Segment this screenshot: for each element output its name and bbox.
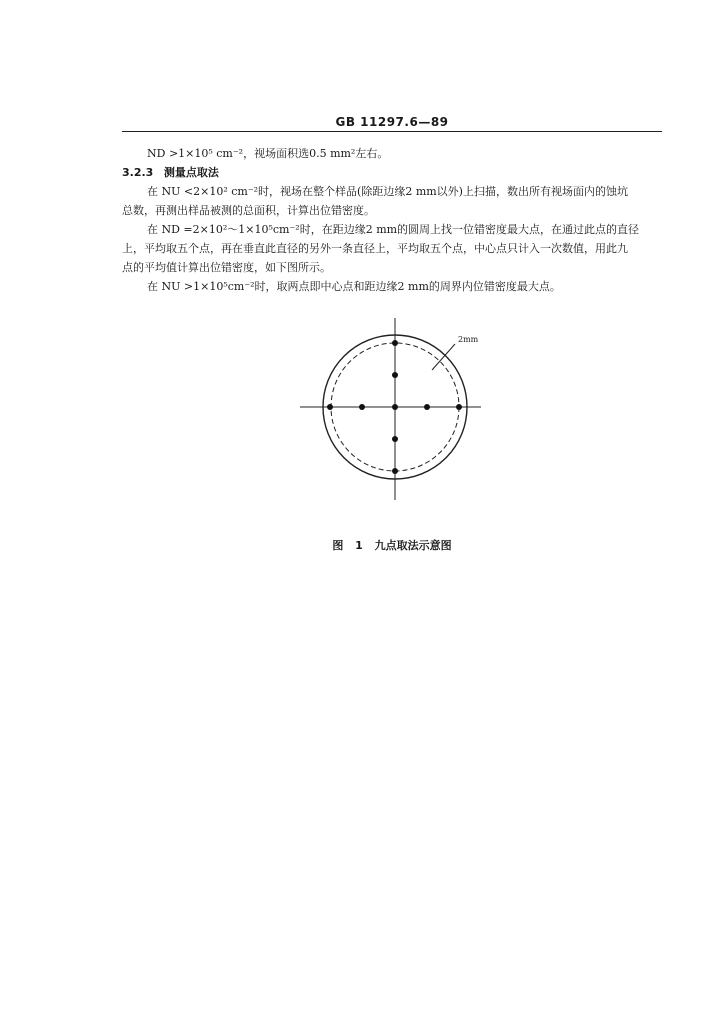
- paragraph-1-line-1: 在 NU <2×10² cm⁻²时，视场在整个样品(除距边缘2 mm以外)上扫描，数出所有视场面内的蚀坑: [147, 185, 628, 198]
- point-top-edge: [392, 340, 398, 346]
- point-left-edge: [327, 404, 333, 410]
- paragraph-3-line-1: 在 NU >1×10⁵cm⁻²时，取两点即中心点和距边缘2 mm的周界内位错密度最大点。: [147, 280, 561, 293]
- section-heading: [122, 166, 662, 180]
- point-bottom-edge: [392, 468, 398, 474]
- nine-point-diagram: [295, 315, 485, 505]
- paragraph-2-line-2: 上，平均取五个点，再在垂直此直径的另外一条直径上，平均取五个点，中心点只计入一次数值，用此九: [122, 242, 628, 255]
- point-center: [392, 404, 398, 410]
- point-top-mid: [392, 372, 398, 378]
- text-line-1: ND >1×10⁵ cm⁻²，视场面积选0.5 mm²左右。: [147, 147, 389, 160]
- figure-caption: 图 1 九点取法示意图: [332, 539, 452, 552]
- paragraph-2-line-1: 在 ND =2×10²～1×10⁵cm⁻²时，在距边缘2 mm的圆周上找一位错密度最大点，在通过此点的直径: [147, 223, 640, 236]
- standard-header: GB 11297.6—89: [335, 115, 449, 129]
- point-bottom-mid: [392, 436, 398, 442]
- header-rule: [122, 131, 662, 132]
- point-left-mid: [359, 404, 365, 410]
- paragraph-1-line-2: 总数，再测出样品被测的总面积，计算出位错密度。: [122, 204, 375, 217]
- section-number: 3.2.3: [122, 166, 154, 179]
- dimension-label: 2mm: [458, 335, 479, 344]
- point-right-edge: [456, 404, 462, 410]
- section-title: 测量点取法: [163, 166, 219, 179]
- point-right-mid: [424, 404, 430, 410]
- paragraph-2-line-3: 点的平均值计算出位错密度，如下图所示。: [122, 261, 331, 274]
